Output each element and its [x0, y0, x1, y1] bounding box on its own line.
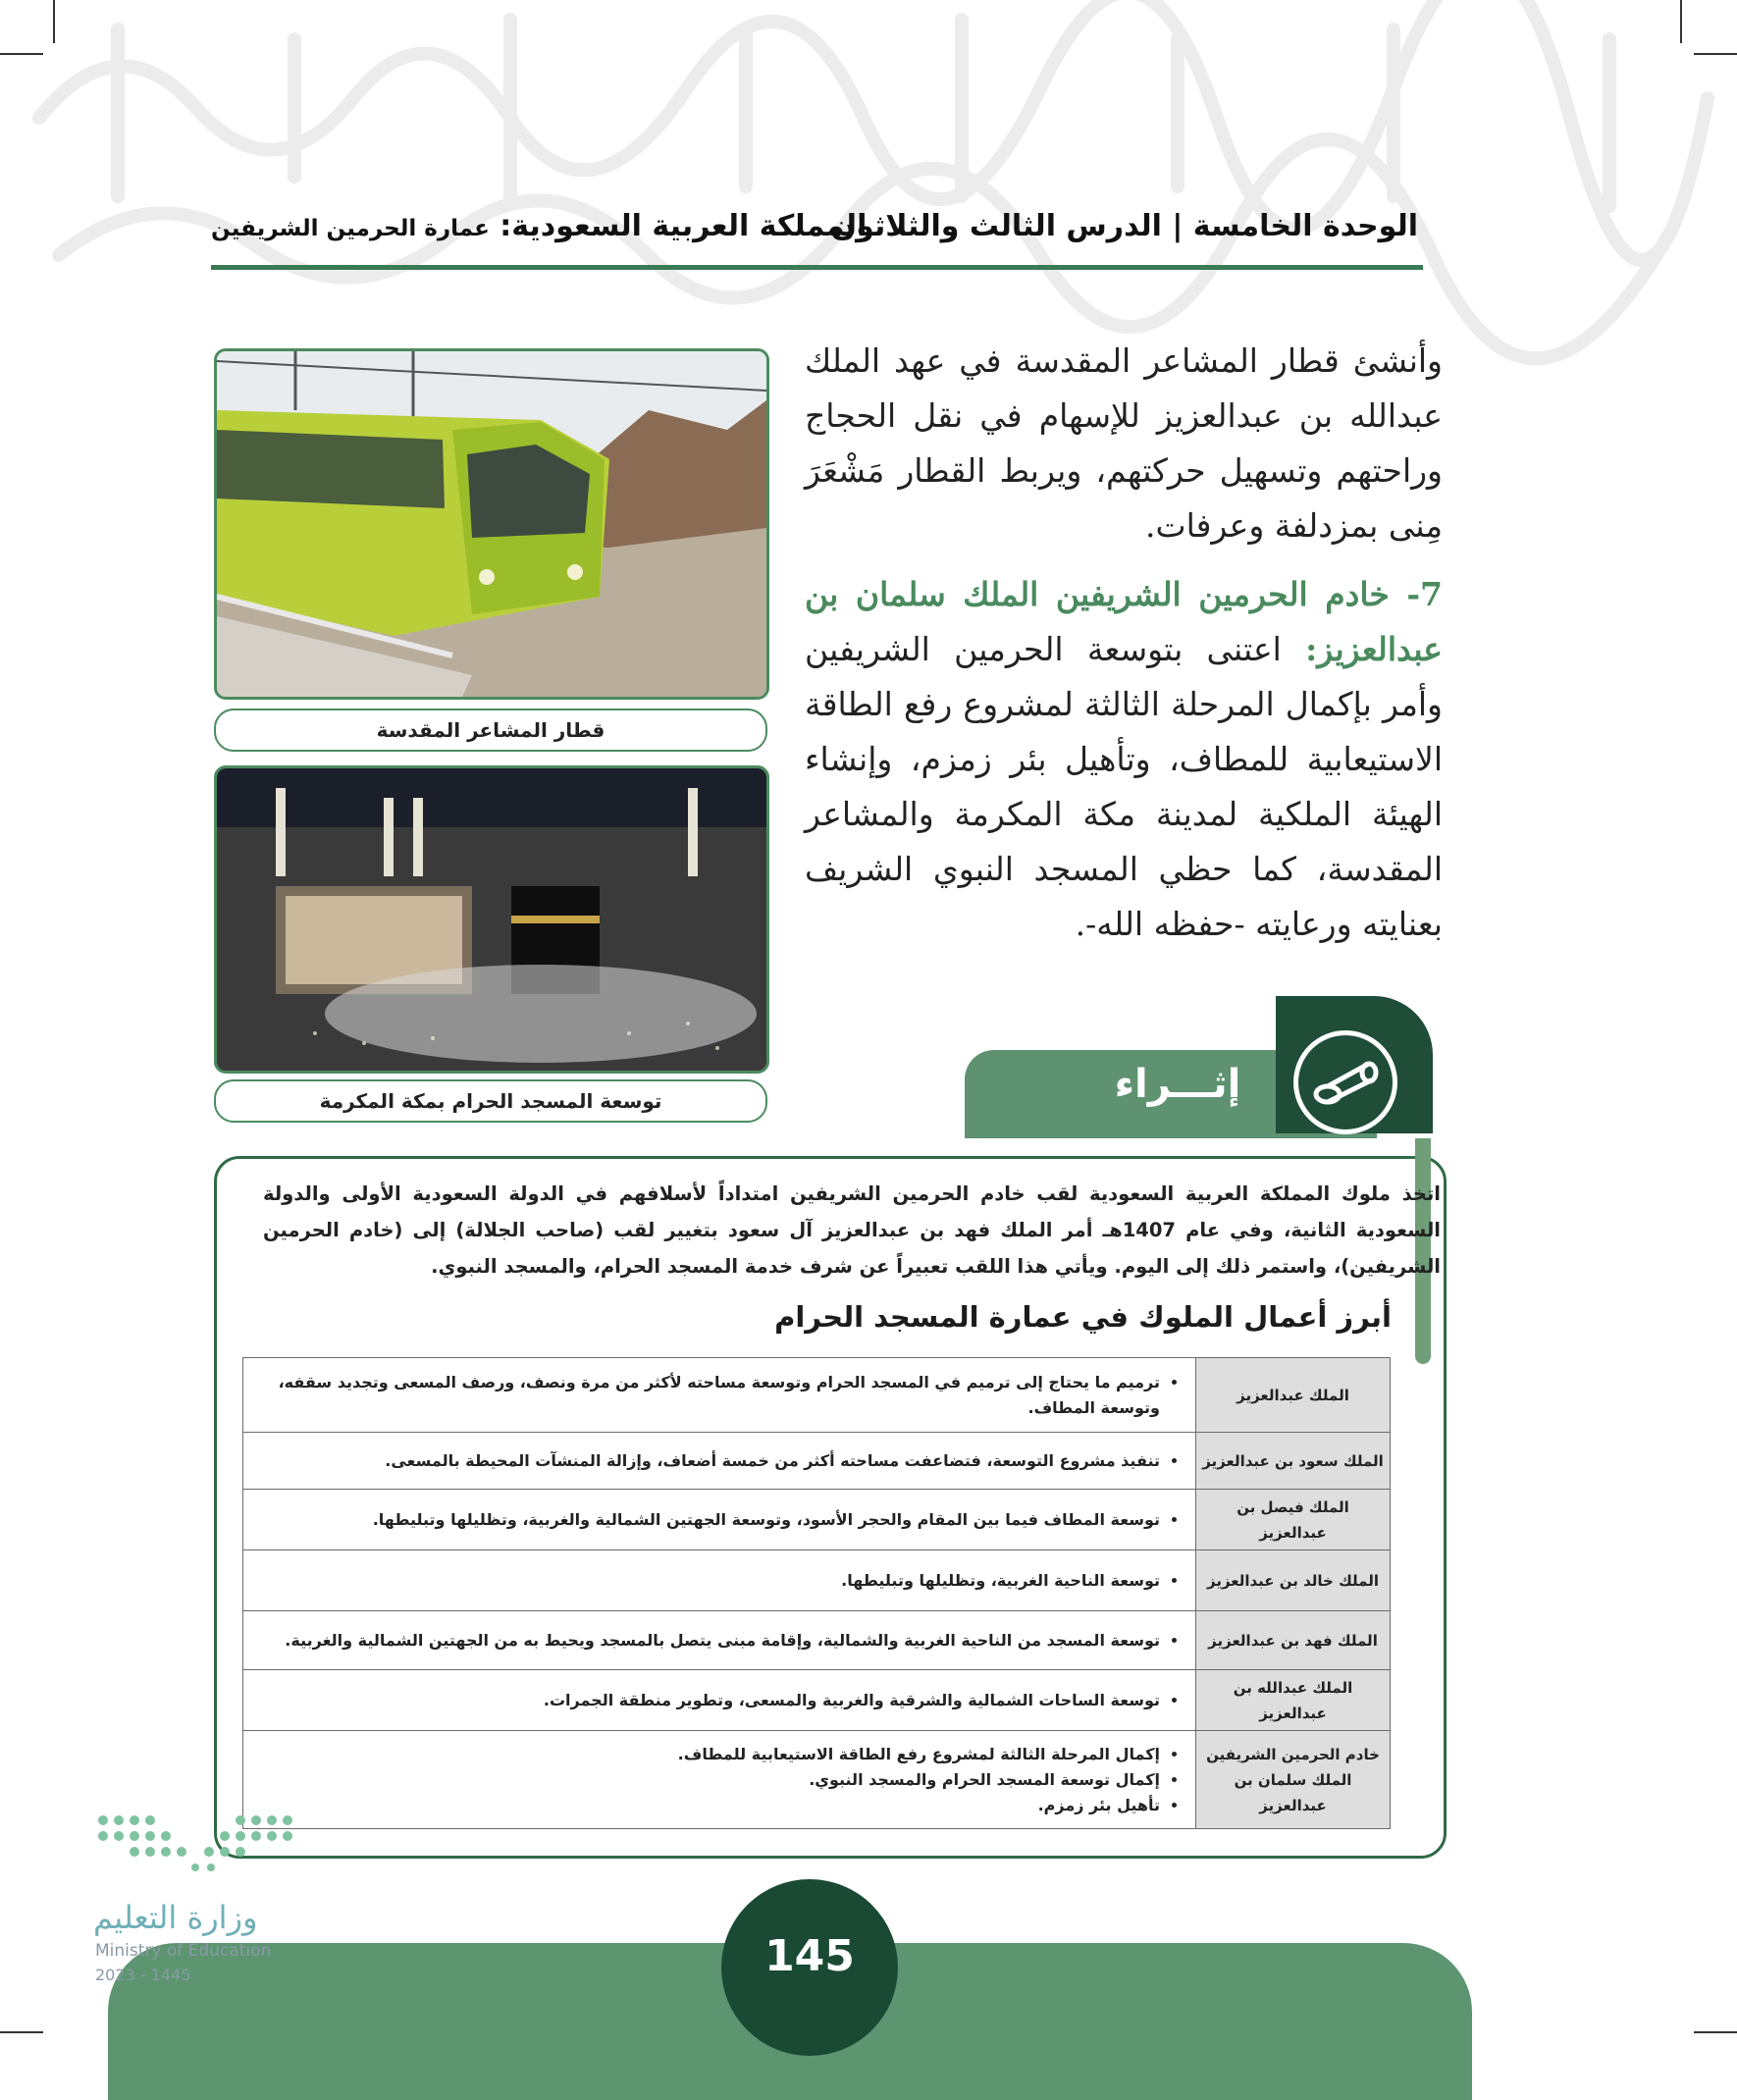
works-cell [243, 1670, 1196, 1731]
king-cell: الملك عبدالعزيز [1196, 1358, 1391, 1433]
section-7-body: اعتنى بتوسعة الحرمين الشريفين وأمر بإكمال المرحلة الثالثة لمشروع رفع الطاقة الاستيعابية للمطاف، وتأهيل بئر زمزم، وإنشاء الهيئة الملكية لمدينة مكة المكرمة والمشاعر المقدسة، كما حظي المسجد النبوي الشريف بعنايته ورعايته -حفظه الله-. [805, 630, 1443, 943]
crop-mark [1694, 2031, 1737, 2033]
work-item: • إكمال توسعة المسجد الحرام والمسجد النبوي. [257, 1767, 1160, 1793]
page-number: 145 [764, 1931, 855, 1981]
work-item: • توسعة الساحات الشمالية والشرقية والغربية والمسعى، وتطوير منطقة الجمرات. [257, 1688, 1160, 1713]
table-row [243, 1490, 1391, 1550]
enrichment-text: اتخذ ملوك المملكة العربية السعودية لقب خادم الحرمين الشريفين امتداداً لأسلافهم في الدولة السعودية الأولى والدولة السعودية الثانية، وفي عام 1407هـ أمر الملك فهد بن عبدالعزيز آل سعود بتغيير لقب (صاحب الجلالة) إلى (خادم الحرمين الشريفين)، واستمر ذلك إلى اليوم. ويأتي هذا اللقب تعبيراً عن شرف خدمة المسجد الحرام، والمسجد النبوي. [263, 1182, 1441, 1278]
work-item: • توسعة المسجد من الناحية الغربية والشمالية، وإقامة مبنى يتصل بالمسجد ويحيط به من الجهتين الشمالية والغربية. [257, 1628, 1160, 1654]
work-item: • تأهيل بئر زمزم. [257, 1793, 1160, 1818]
crop-mark [1680, 0, 1682, 43]
works-cell [243, 1433, 1196, 1490]
king-cell: خادم الحرمين الشريفين الملك سلمان بن عبدالعزيز [1196, 1731, 1391, 1829]
works-table-title: أبرز أعمال الملوك في عمارة المسجد الحرام [774, 1300, 1392, 1334]
king-cell: الملك عبدالله بن عبدالعزيز [1196, 1670, 1391, 1731]
works-cell [243, 1358, 1196, 1433]
work-item: • توسعة المطاف فيما بين المقام والحجر الأسود، وتوسعة الجهتين الشمالية والغربية، وتظليلها وتبليطها. [257, 1507, 1160, 1533]
works-cell [243, 1731, 1196, 1829]
king-cell: الملك سعود بن عبدالعزيز [1196, 1433, 1391, 1490]
lesson-title-main: المملكة العربية السعودية: [500, 209, 868, 243]
crop-mark [0, 2031, 43, 2033]
king-cell: الملك فيصل بن عبدالعزيز [1196, 1490, 1391, 1550]
crop-mark [0, 53, 43, 55]
ministry-year: 2023 - 1445 [95, 1966, 191, 1984]
crop-mark [1694, 53, 1737, 55]
works-cell [243, 1490, 1196, 1550]
enrichment-label: إثـــراء [1114, 1062, 1241, 1107]
ministry-name-english: Ministry of Education [95, 1941, 272, 1961]
crop-mark [53, 0, 55, 43]
header-divider [211, 265, 1423, 270]
section-7-paragraph [805, 567, 1443, 952]
intro-paragraph: وأنشئ قطار المشاعر المقدسة في عهد الملك عبدالله بن عبدالعزيز للإسهام في نقل الحجاج وراحتهم وتسهيل حركتهم، ويربط القطار مَشْعَرَ مِنى بمزدلفة وعرفات. [805, 341, 1443, 545]
table-row [243, 1731, 1391, 1829]
table-row [243, 1550, 1391, 1611]
works-cell [243, 1550, 1196, 1611]
page-header [211, 201, 1418, 260]
train-photo [214, 348, 769, 700]
ministry-name-arabic: وزارة التعليم [93, 1899, 258, 1936]
work-item: • إكمال المرحلة الثالثة لمشروع رفع الطاقة الاستيعابية للمطاف. [257, 1742, 1160, 1767]
lesson-subtitle: عمارة الحرمين الشريفين [211, 216, 490, 241]
works-cell [243, 1611, 1196, 1670]
train-illustration [217, 351, 766, 697]
work-item: • تنفيذ مشروع التوسعة، فتضاعفت مساحته أكثر من خمسة أضعاف، وإزالة المنشآت المحيطة بالمسعى. [257, 1448, 1160, 1474]
enrichment-icon-circle [1293, 1030, 1397, 1134]
haram-photo [214, 765, 769, 1074]
work-item: • ترميم ما يحتاج إلى ترميم في المسجد الحرام وتوسعة مساحته لأكثر من مرة ونصف، ورصف المسعى وتجديد سقفه، وتوسعة المطاف. [257, 1370, 1160, 1421]
unit-lesson-label: الوحدة الخامسة | الدرس الثالث والثلاثون [830, 209, 1418, 243]
king-cell: الملك خالد بن عبدالعزيز [1196, 1550, 1391, 1611]
work-item: • توسعة الناحية الغربية، وتظليلها وتبليطها. [257, 1568, 1160, 1594]
table-row [243, 1433, 1391, 1490]
table-row [243, 1611, 1391, 1670]
ministry-logo-dots [93, 1811, 309, 1879]
haram-caption: توسعة المسجد الحرام بمكة المكرمة [214, 1079, 767, 1123]
lesson-title [211, 209, 867, 243]
section-7-heading: 7- خادم الحرمين الشريفين الملك سلمان بن عبدالعزيز: [805, 575, 1443, 668]
kings-works-table [242, 1357, 1391, 1829]
table-row [243, 1358, 1391, 1433]
scroll-icon [1298, 1035, 1393, 1129]
table-row [243, 1670, 1391, 1731]
haram-illustration [217, 768, 766, 1071]
king-cell: الملك فهد بن عبدالعزيز [1196, 1611, 1391, 1670]
train-caption: قطار المشاعر المقدسة [214, 709, 767, 752]
